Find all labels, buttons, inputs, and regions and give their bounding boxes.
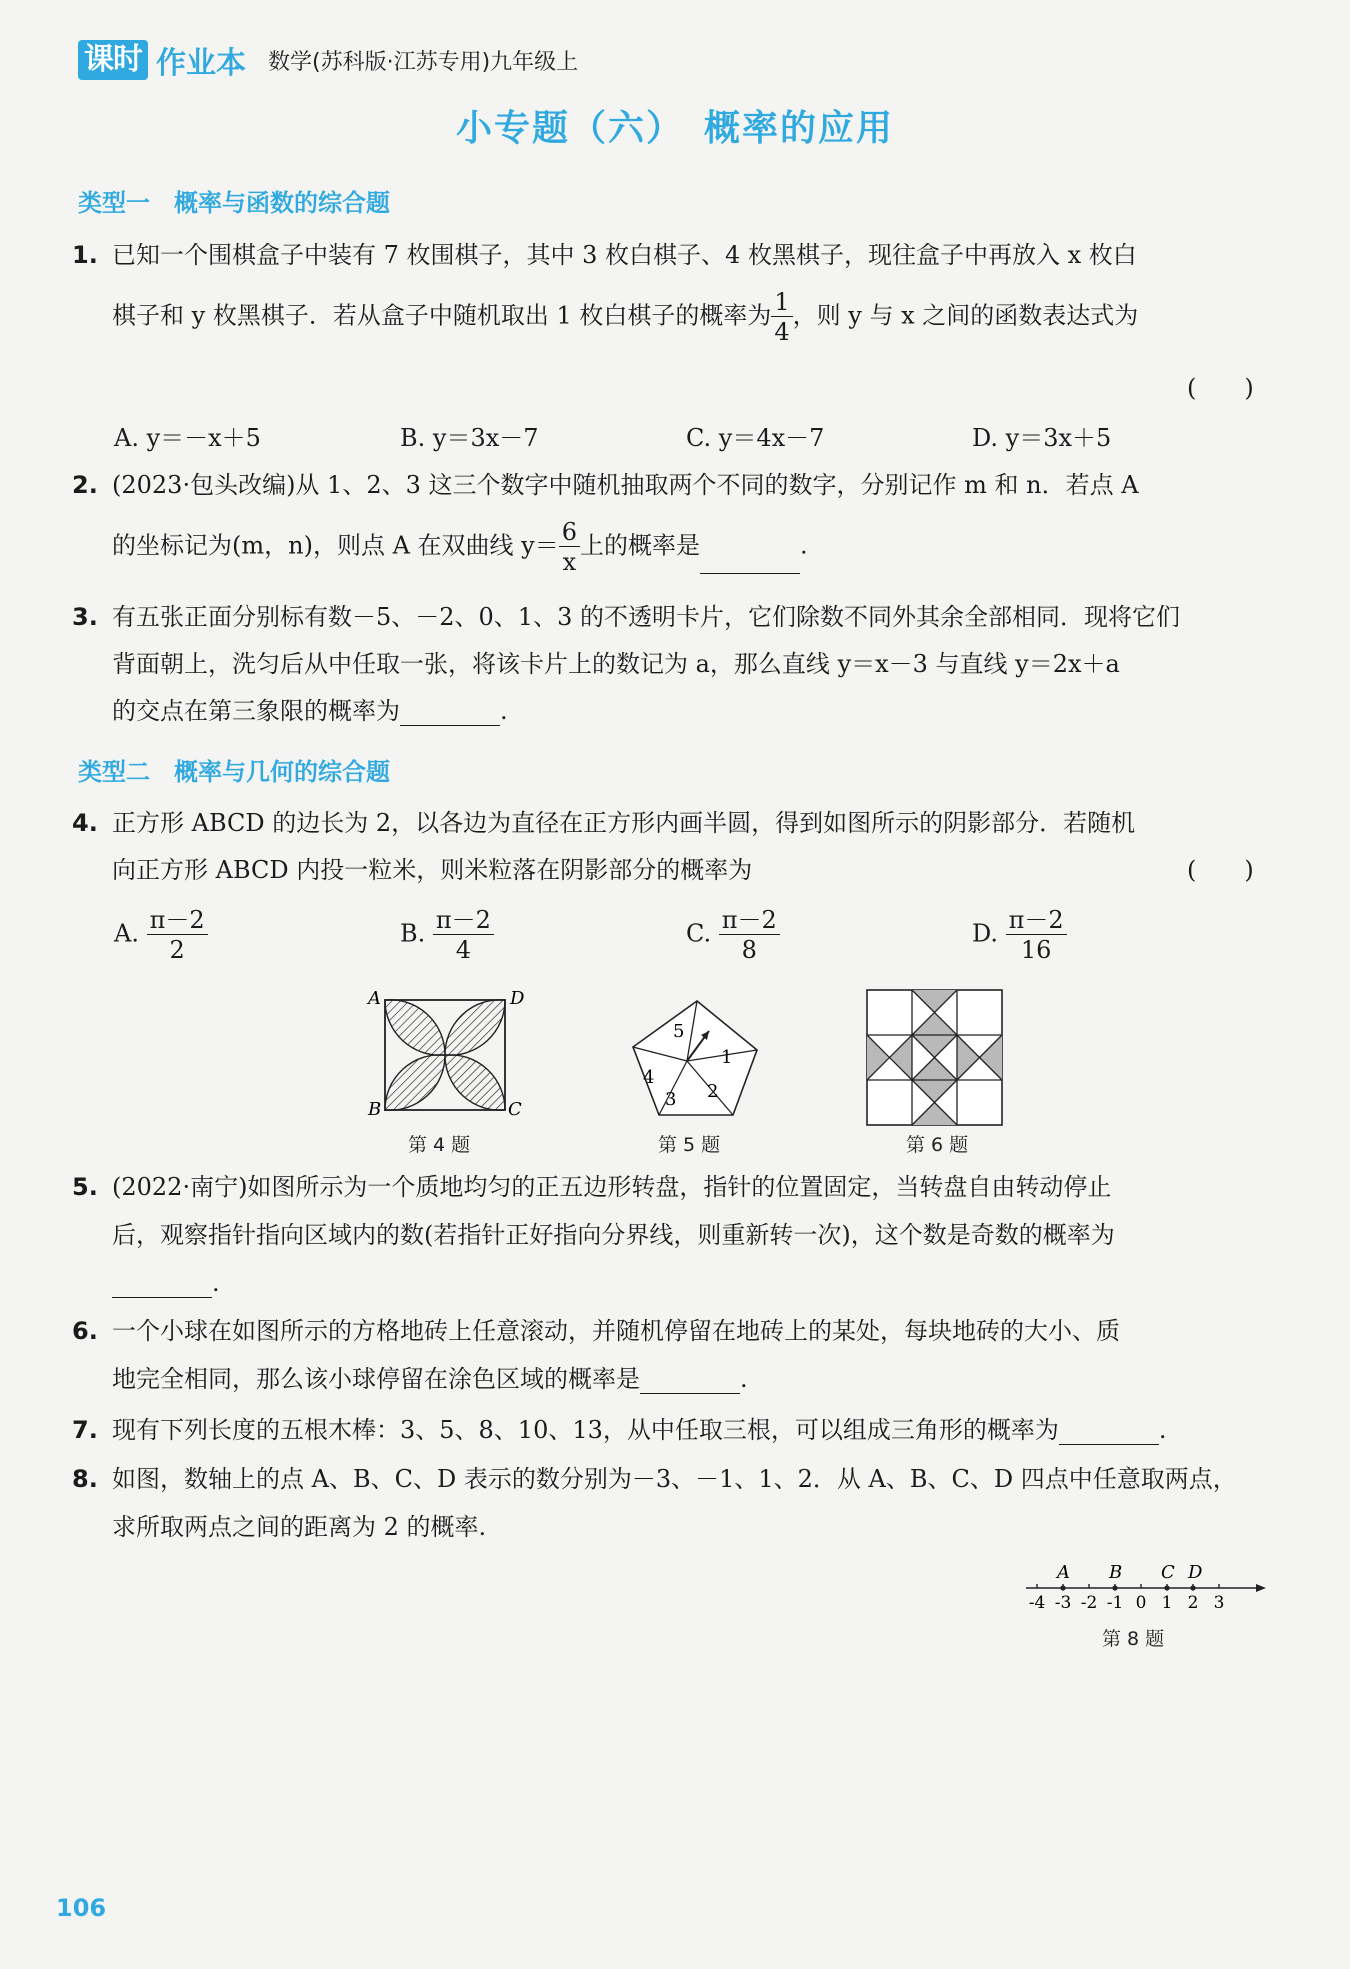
question-text (112, 1268, 220, 1298)
answer-blank[interactable] (112, 1275, 212, 1298)
vertex-label-d: D (510, 990, 525, 1009)
option-d: D. y＝3x＋5 (972, 424, 1112, 452)
question-text: 求所取两点之间的距离为 2 的概率. (112, 1513, 487, 1541)
sector-number: 3 (665, 1089, 677, 1110)
option-b (400, 908, 494, 962)
question-text-end: . (740, 1365, 748, 1393)
fraction (559, 520, 580, 574)
tick-label: 0 (1135, 1593, 1147, 1613)
question-text: (2023·包头改编)从 1、2、3 这三个数字中随机抽取两个不同的数字，分别记作 m 和 n．若点 A (112, 471, 1139, 499)
denominator: 4 (774, 318, 790, 346)
fraction (147, 908, 208, 962)
numerator: π－2 (719, 908, 780, 935)
numerator: 1 (771, 290, 792, 317)
question-text-part: 棋子和 y 枚黑棋子．若从盒子中随机取出 1 枚白棋子的概率为 (112, 301, 772, 330)
question-text-end: . (500, 697, 508, 725)
option-d (972, 908, 1067, 962)
question-text (112, 290, 1138, 344)
question-text-part: 上的概率是 (580, 531, 700, 560)
figure-6-caption: 第 6 题 (906, 1134, 969, 1156)
figure-8-caption: 第 8 题 (1102, 1628, 1165, 1650)
question-text-part: 的坐标记为(m，n)，则点 A 在双曲线 y＝ (112, 531, 559, 560)
tick-label: -1 (1106, 1593, 1124, 1613)
figure-5-caption: 第 5 题 (658, 1134, 721, 1156)
question-number: 3. (72, 603, 98, 631)
tick-labels (1029, 1593, 1225, 1613)
book-info: 数学(苏科版·江苏专用)九年级上 (268, 49, 579, 75)
tick-label: 1 (1161, 1593, 1173, 1613)
petal-bottom-left (385, 1055, 445, 1110)
question-text-end: . (1158, 1416, 1167, 1444)
pentagon (633, 1001, 757, 1115)
sector-number: 4 (643, 1067, 655, 1088)
question-number: 7. (72, 1416, 98, 1444)
point-a-dot (1060, 1585, 1065, 1590)
figure-8-number-line (1022, 1558, 1272, 1618)
petal-top-right (445, 1000, 505, 1055)
question-text (112, 696, 508, 726)
question-text: 有五张正面分别标有数－5、－2、0、1、3 的不透明卡片，它们除数不同外其余全部相同．现将它们 (112, 603, 1180, 631)
option-label: D. (972, 919, 999, 948)
numerator: π－2 (147, 908, 208, 935)
question-text: 一个小球在如图所示的方格地砖上任意滚动，并随机停留在地砖上的某处，每块地砖的大小、质 (112, 1317, 1120, 1345)
option-c (686, 908, 780, 962)
figure-5-spinner (625, 995, 765, 1125)
question-text-end: . (212, 1269, 220, 1297)
question-text: (2022·南宁)如图所示为一个质地均匀的正五边形转盘，指针的位置固定，当转盘自由转动停止 (112, 1173, 1112, 1201)
question-text: 如图，数轴上的点 A、B、C、D 表示的数分别为－3、－1、1、2．从 A、B、C、D 四点中任意取两点， (112, 1465, 1237, 1493)
answer-blank[interactable] (700, 551, 800, 574)
brand-name: 作业本 (156, 46, 246, 81)
sector-number: 2 (707, 1081, 719, 1102)
question-text (112, 1364, 748, 1394)
tick-label: 2 (1187, 1593, 1199, 1613)
question-text-part: 地完全相同，那么该小球停留在涂色区域的概率是 (112, 1365, 640, 1393)
answer-paren: ( ) (1187, 856, 1254, 884)
tick-label: -2 (1080, 1593, 1098, 1613)
figure-4-caption: 第 4 题 (408, 1134, 471, 1156)
section-heading-1: 类型一 概率与函数的综合题 (78, 189, 390, 217)
numerator: π－2 (1006, 908, 1067, 935)
option-label: B. (400, 919, 426, 948)
question-number: 4. (72, 809, 98, 837)
petal-top-left (385, 1000, 445, 1055)
fraction (719, 908, 780, 962)
option-label: C. (686, 919, 712, 948)
petal-bottom-right (445, 1055, 505, 1110)
option-a: A. y＝－x＋5 (114, 424, 261, 452)
question-number: 8. (72, 1465, 98, 1493)
figure-4-diagram (360, 990, 530, 1120)
header (78, 38, 578, 82)
tick-label: -4 (1028, 1593, 1046, 1613)
figure-6-tiles (865, 988, 1007, 1128)
point-label-b: B (1109, 1562, 1123, 1583)
fraction (771, 290, 792, 344)
question-text: 后，观察指针指向区域内的数(若指针正好指向分界线，则重新转一次)，这个数是奇数的概率为 (112, 1221, 1115, 1249)
question-number: 2. (72, 471, 98, 499)
sector-number: 5 (673, 1021, 685, 1042)
option-label: A. (114, 919, 139, 948)
option-b: B. y＝3x－7 (400, 424, 539, 452)
logo: 课时 (78, 40, 148, 80)
vertex-label-b: B (368, 1099, 382, 1120)
numerator: π－2 (433, 908, 494, 935)
question-text (112, 1415, 1167, 1445)
point-d-dot (1190, 1585, 1195, 1590)
question-text-part: 的交点在第三象限的概率为 (112, 697, 400, 725)
vertex-label-a: A (368, 990, 381, 1009)
denominator: x (562, 548, 577, 576)
answer-paren: ( ) (1187, 374, 1254, 402)
point-c-dot (1164, 1585, 1169, 1590)
denominator: 2 (169, 936, 185, 964)
point-b-dot (1112, 1585, 1117, 1590)
answer-blank[interactable] (640, 1371, 740, 1394)
denominator: 8 (741, 936, 757, 964)
page-number: 106 (56, 1894, 107, 1922)
sector-number: 1 (721, 1047, 733, 1068)
question-text (112, 520, 808, 574)
question-text: 向正方形 ABCD 内投一粒米，则米粒落在阴影部分的概率为 (112, 856, 753, 884)
answer-blank[interactable] (400, 703, 500, 726)
vertex-label-c: C (508, 1099, 522, 1120)
question-text: 背面朝上，洗匀后从中任取一张，将该卡片上的数记为 a，那么直线 y＝x－3 与直线 y＝2x＋a (112, 650, 1120, 678)
point-label-a: A (1057, 1562, 1070, 1583)
question-number: 6. (72, 1317, 98, 1345)
question-text-part: ，则 y 与 x 之间的函数表达式为 (792, 301, 1139, 330)
option-c: C. y＝4x－7 (686, 424, 825, 452)
point-label-c: C (1161, 1562, 1175, 1583)
answer-blank[interactable] (1059, 1422, 1159, 1445)
question-text-end: . (800, 531, 808, 560)
page-title: 小专题（六） 概率的应用 (455, 108, 894, 149)
question-text: 正方形 ABCD 的边长为 2，以各边为直径在正方形内画半圆，得到如图所示的阴影部分．若随机 (112, 809, 1136, 837)
fraction (1006, 908, 1067, 962)
numerator: 6 (559, 520, 580, 547)
section-heading-2: 类型二 概率与几何的综合题 (78, 758, 390, 786)
option-a (114, 908, 208, 962)
tick-label: -3 (1054, 1593, 1072, 1613)
question-number: 1. (72, 241, 98, 269)
fraction (433, 908, 494, 962)
denominator: 4 (455, 936, 472, 964)
point-label-d: D (1188, 1562, 1203, 1583)
question-text: 已知一个围棋盒子中装有 7 枚围棋子，其中 3 枚白棋子、4 枚黑棋子，现往盒子中再放入 x 枚白 (112, 241, 1137, 269)
denominator: 16 (1020, 936, 1052, 964)
axis-arrow (1256, 1584, 1266, 1592)
question-number: 5. (72, 1173, 98, 1201)
tick-label: 3 (1213, 1593, 1225, 1613)
question-text-part: 现有下列长度的五根木棒：3、5、8、10、13，从中任取三根，可以组成三角形的概率为 (112, 1416, 1059, 1444)
